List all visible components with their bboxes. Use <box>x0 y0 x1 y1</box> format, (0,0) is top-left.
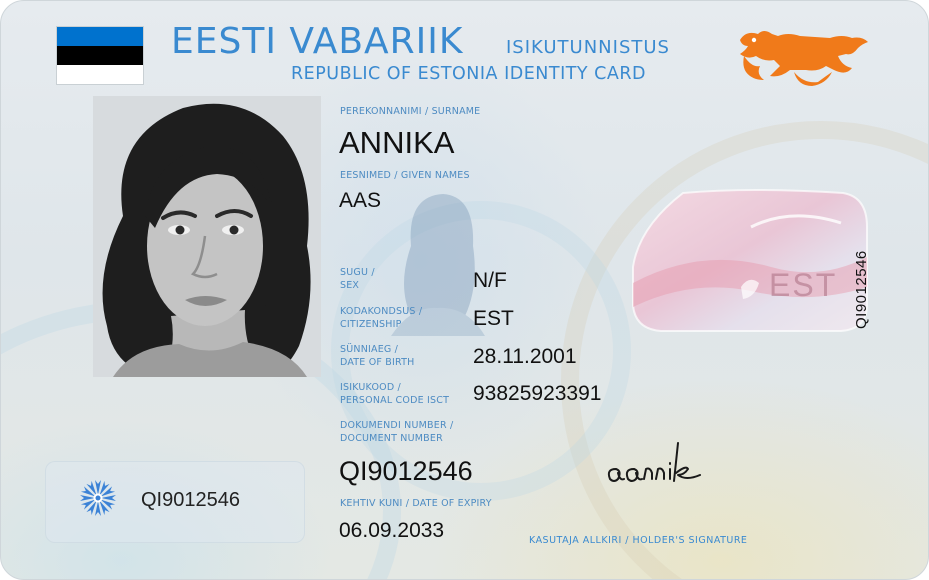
personal-code-label-en: PERSONAL CODE ISCT <box>340 395 450 406</box>
sex-label-et: SUGU / <box>340 267 375 278</box>
signature-label: KASUTAJA ALLKIRI / HOLDER'S SIGNATURE <box>529 535 748 546</box>
sex-value: N/F <box>473 269 507 292</box>
given-names-value: AAS <box>339 189 382 212</box>
sex-label-en: SEX <box>340 280 360 291</box>
lion-coat-of-arms-icon <box>734 26 874 88</box>
document-number-value: QI9012546 <box>339 456 473 486</box>
hologram-window <box>631 187 871 335</box>
cornflower-icon <box>77 477 119 519</box>
vertical-document-number: QI9012546 <box>853 250 870 329</box>
personal-code-label-et: ISIKUKOOD / <box>340 382 401 393</box>
document-type-en: REPUBLIC OF ESTONIA IDENTITY CARD <box>291 64 646 84</box>
document-type-et: ISIKUTUNNISTUS <box>506 37 670 58</box>
hologram-text: EST <box>769 267 838 303</box>
expiry-value: 06.09.2033 <box>339 519 445 542</box>
given-names-label: EESNIMED / GIVEN NAMES <box>340 170 470 181</box>
chip-document-number: QI9012546 <box>141 489 240 511</box>
holder-photo <box>93 96 321 377</box>
citizenship-value: EST <box>473 307 514 330</box>
citizenship-label-et: KODAKONDSUS / <box>340 306 423 317</box>
estonian-flag-icon <box>56 26 144 85</box>
surname-value: ANNIKA <box>339 125 455 160</box>
holder-signature <box>604 439 724 499</box>
document-number-label-en: DOCUMENT NUMBER <box>340 433 443 444</box>
country-title: EESTI VABARIIK <box>171 21 464 62</box>
surname-label: PEREKONNANIMI / SURNAME <box>340 106 481 117</box>
expiry-label: KEHTIV KUNI / DATE OF EXPIRY <box>340 498 492 509</box>
dob-label-en: DATE OF BIRTH <box>340 357 415 368</box>
dob-value: 28.11.2001 <box>473 345 577 368</box>
dob-label-et: SÜNNIAEG / <box>340 344 399 355</box>
document-number-label-et: DOKUMENDI NUMBER / <box>340 420 454 431</box>
citizenship-label-en: CITIZENSHIP <box>340 319 402 330</box>
personal-code-value: 93825923391 <box>473 382 602 405</box>
